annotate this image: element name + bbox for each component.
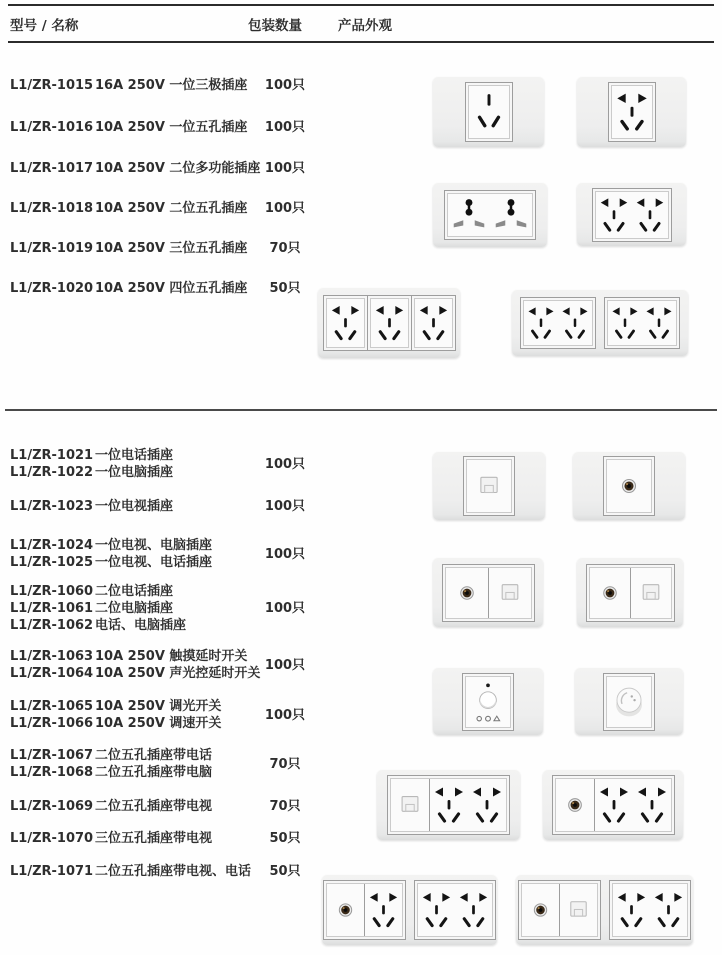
socket-module	[608, 82, 656, 142]
package-quantity-value: 100只	[264, 707, 306, 723]
model-number: L1/ZR-1071	[10, 864, 94, 879]
product-name: 10A 250V 调光开关	[95, 699, 222, 714]
model-number: L1/ZR-1068	[10, 765, 94, 780]
socket-module-inner	[555, 778, 672, 832]
socket-module	[411, 295, 456, 351]
product-name: 二位五孔插座带电视、电话	[95, 864, 252, 879]
model-number: L1/ZR-1065	[10, 699, 94, 714]
package-quantity	[243, 698, 327, 732]
socket-module-strip	[603, 456, 655, 516]
model-number-column	[10, 77, 93, 94]
product-name-column	[95, 863, 251, 880]
package-quantity-value: 70只	[269, 241, 301, 256]
plate-tv-jack-plus-two-5hole	[516, 875, 693, 945]
five-hole-socket-icon	[364, 884, 402, 936]
socket-module-strip	[518, 880, 691, 940]
plate-tv-plus-two-5hole	[543, 770, 683, 840]
plate-jack-plus-two-5hole	[377, 770, 520, 840]
five-hole-socket-icon	[415, 299, 452, 347]
model-number-column	[10, 698, 93, 732]
model-number: L1/ZR-1020	[10, 281, 94, 296]
socket-module-inner	[607, 300, 677, 346]
model-number-column	[10, 447, 93, 481]
product-name: 10A 250V 二位多功能插座	[95, 161, 261, 176]
product-name: 二位电脑插座	[95, 601, 174, 616]
model-number-column	[10, 830, 93, 847]
package-quantity-value: 70只	[269, 756, 301, 772]
socket-module	[444, 190, 536, 240]
top-rule	[8, 4, 714, 6]
plate-tv-socket	[573, 452, 685, 520]
socket-module-inner	[447, 193, 533, 237]
header-rule	[8, 41, 714, 43]
package-quantity	[243, 798, 327, 815]
socket-module-strip	[592, 188, 672, 242]
product-name-column	[95, 447, 173, 481]
plate-tv-plus-jack-socket-2	[577, 558, 683, 627]
socket-module	[603, 673, 655, 731]
section-divider-rule	[5, 409, 717, 411]
model-number: L1/ZR-1069	[10, 799, 94, 814]
socket-module	[367, 295, 412, 351]
touch-switch-icon	[466, 677, 510, 727]
five-hole-socket-icon	[612, 86, 652, 138]
package-quantity	[243, 498, 327, 515]
product-name: 10A 250V 调速开关	[95, 716, 222, 731]
package-quantity-value: 100只	[264, 201, 306, 216]
plate-three-5hole-sockets	[318, 288, 460, 358]
model-number-column	[10, 863, 93, 880]
phone-jack-icon	[391, 779, 429, 831]
five-hole-socket-icon	[608, 301, 642, 345]
socket-module-inner	[390, 778, 507, 832]
product-name: 三位五孔插座带电视	[95, 831, 213, 846]
tv-connector-icon	[607, 460, 651, 512]
product-name: 10A 250V 三位五孔插座	[95, 241, 248, 256]
socket-module-inner	[611, 85, 653, 139]
model-number: L1/ZR-1016	[10, 120, 94, 135]
product-name-column	[95, 583, 186, 634]
tv-connector-icon	[556, 779, 594, 831]
product-name-column	[95, 119, 247, 136]
multifunction-socket-icon	[448, 194, 490, 236]
package-quantity-value: 70只	[269, 799, 301, 814]
product-name-column	[95, 240, 247, 257]
socket-module-inner	[414, 298, 453, 348]
package-quantity	[243, 280, 327, 297]
plate-four-5hole-sockets	[512, 290, 688, 356]
product-name: 一位电视、电话插座	[95, 555, 213, 570]
package-quantity-value: 100只	[264, 120, 306, 135]
socket-module-inner	[445, 567, 532, 619]
plate-dimmer-switch	[575, 668, 683, 735]
tv-connector-icon	[327, 884, 364, 936]
socket-module	[465, 82, 513, 142]
socket-module-inner	[595, 191, 669, 239]
model-number: L1/ZR-1062	[10, 618, 94, 633]
product-name-column	[95, 648, 260, 682]
package-quantity	[243, 447, 327, 481]
model-number-column	[10, 280, 93, 297]
product-name: 10A 250V 触摸延时开关	[95, 649, 248, 664]
model-number-column	[10, 648, 93, 682]
package-quantity	[243, 537, 327, 571]
product-name-column	[95, 200, 247, 217]
product-name: 10A 250V 二位五孔插座	[95, 201, 248, 216]
model-number: L1/ZR-1067	[10, 748, 94, 763]
package-quantity	[243, 119, 327, 136]
model-number: L1/ZR-1022	[10, 465, 94, 480]
package-quantity-value: 50只	[269, 831, 301, 846]
five-hole-socket-icon	[632, 192, 668, 238]
model-number: L1/ZR-1018	[10, 201, 94, 216]
product-name-column	[95, 77, 247, 94]
model-number: L1/ZR-1017	[10, 161, 94, 176]
socket-module-inner	[606, 676, 652, 728]
five-hole-socket-icon	[594, 779, 633, 831]
socket-module-inner	[589, 567, 672, 619]
socket-module	[603, 456, 655, 516]
package-quantity	[243, 160, 327, 177]
product-name: 10A 250V 一位五孔插座	[95, 120, 248, 135]
plate-tv-plus-three-5hole	[322, 875, 497, 945]
model-number: L1/ZR-1023	[10, 499, 94, 514]
five-hole-socket-icon	[633, 779, 671, 831]
model-number: L1/ZR-1025	[10, 555, 94, 570]
product-name: 一位电话插座	[95, 448, 174, 463]
socket-module-strip	[603, 673, 655, 731]
five-hole-socket-icon	[429, 779, 468, 831]
socket-module-inner	[468, 85, 510, 139]
model-number: L1/ZR-1015	[10, 78, 94, 93]
socket-module-inner	[521, 883, 598, 937]
socket-module	[604, 297, 680, 349]
model-number: L1/ZR-1060	[10, 584, 94, 599]
socket-module-strip	[462, 673, 514, 731]
product-name-column	[95, 698, 221, 732]
package-quantity-value: 100只	[264, 546, 306, 562]
socket-module-strip	[387, 775, 510, 835]
package-quantity-value: 100只	[264, 657, 306, 673]
product-name: 10A 250V 声光控延时开关	[95, 666, 261, 681]
socket-module-strip	[444, 190, 536, 240]
column-header-model-name: 型号 / 名称	[10, 18, 79, 34]
model-number-column	[10, 537, 93, 571]
five-hole-socket-icon	[558, 301, 592, 345]
model-number: L1/ZR-1070	[10, 831, 94, 846]
five-hole-socket-icon	[455, 884, 492, 936]
five-hole-socket-icon	[596, 192, 632, 238]
package-quantity-value: 100只	[264, 161, 306, 176]
socket-module-inner	[606, 459, 652, 513]
package-quantity	[243, 200, 327, 217]
socket-module	[462, 673, 514, 731]
product-name-column	[95, 537, 212, 571]
package-quantity-value: 100只	[264, 456, 306, 472]
five-hole-socket-icon	[468, 779, 506, 831]
product-name-column	[95, 280, 247, 297]
model-number-column	[10, 583, 93, 634]
socket-module	[414, 880, 496, 940]
socket-module-inner	[326, 298, 365, 348]
model-number: L1/ZR-1061	[10, 601, 94, 616]
socket-module-inner	[370, 298, 409, 348]
model-number-column	[10, 200, 93, 217]
model-number: L1/ZR-1066	[10, 716, 94, 731]
product-name-column	[95, 798, 212, 815]
package-quantity-value: 50只	[269, 864, 301, 879]
socket-module	[586, 564, 675, 622]
socket-module	[520, 297, 596, 349]
socket-module-strip	[323, 880, 496, 940]
model-number: L1/ZR-1064	[10, 666, 94, 681]
phone-jack-icon	[488, 568, 531, 618]
socket-module	[552, 775, 675, 835]
socket-module-inner	[465, 676, 511, 728]
plate-one-5hole-socket	[577, 77, 686, 147]
socket-module	[323, 295, 368, 351]
socket-module-strip	[323, 295, 456, 351]
package-quantity-value: 100只	[264, 78, 306, 93]
product-name: 二位五孔插座带电话	[95, 748, 213, 763]
socket-module-strip	[608, 82, 656, 142]
phone-jack-icon	[467, 460, 511, 512]
product-name: 一位电视插座	[95, 499, 174, 514]
product-name: 电话、电脑插座	[95, 618, 187, 633]
package-quantity	[243, 240, 327, 257]
package-quantity	[243, 77, 327, 94]
package-quantity	[243, 747, 327, 781]
package-quantity	[243, 583, 327, 634]
product-name: 10A 250V 四位五孔插座	[95, 281, 248, 296]
plate-two-multifunction-sockets	[433, 183, 547, 247]
tv-connector-icon	[522, 884, 559, 936]
socket-module	[463, 456, 515, 516]
model-number: L1/ZR-1019	[10, 241, 94, 256]
column-header-appearance: 产品外观	[338, 18, 392, 34]
socket-module-inner	[466, 459, 512, 513]
socket-module	[442, 564, 535, 622]
package-quantity-value: 100只	[264, 601, 306, 616]
five-hole-socket-icon	[642, 301, 676, 345]
model-number-column	[10, 747, 93, 781]
product-name: 一位电脑插座	[95, 465, 174, 480]
plate-two-5hole-sockets	[577, 183, 686, 246]
package-quantity	[243, 863, 327, 880]
socket-module-inner	[612, 883, 688, 937]
product-name-column	[95, 747, 212, 781]
five-hole-socket-icon	[613, 884, 650, 936]
model-number: L1/ZR-1024	[10, 538, 94, 553]
dimmer-knob-icon	[607, 677, 651, 727]
product-name: 16A 250V 一位三极插座	[95, 78, 248, 93]
socket-module-strip	[552, 775, 675, 835]
socket-module-strip	[465, 82, 513, 142]
phone-jack-icon	[559, 884, 597, 936]
socket-module	[592, 188, 672, 242]
tv-connector-icon	[446, 568, 488, 618]
model-number: L1/ZR-1021	[10, 448, 94, 463]
model-number: L1/ZR-1063	[10, 649, 94, 664]
product-name-column	[95, 830, 212, 847]
socket-module-inner	[326, 883, 403, 937]
product-name-column	[95, 498, 173, 515]
plate-one-3pin-socket	[433, 77, 544, 147]
package-quantity-value: 50只	[269, 281, 301, 296]
package-quantity-value: 100只	[264, 499, 306, 514]
socket-module-strip	[586, 564, 675, 622]
socket-module-inner	[417, 883, 493, 937]
model-number-column	[10, 160, 93, 177]
socket-module-strip	[463, 456, 515, 516]
plate-touch-delay-switch	[433, 668, 543, 735]
five-hole-socket-icon	[524, 301, 558, 345]
model-number-column	[10, 240, 93, 257]
plate-phone-computer-socket	[433, 452, 545, 520]
product-name: 二位五孔插座带电脑	[95, 765, 213, 780]
five-hole-socket-icon	[650, 884, 687, 936]
tv-connector-icon	[590, 568, 630, 618]
socket-module	[518, 880, 601, 940]
column-header-quantity: 包装数量	[248, 18, 302, 34]
five-hole-socket-icon	[371, 299, 408, 347]
package-quantity	[243, 648, 327, 682]
socket-module	[323, 880, 406, 940]
model-number-column	[10, 498, 93, 515]
socket-module	[387, 775, 510, 835]
socket-module-strip	[442, 564, 535, 622]
socket-module	[609, 880, 691, 940]
five-hole-socket-icon	[327, 299, 364, 347]
package-quantity	[243, 830, 327, 847]
three-pin-socket-icon	[469, 86, 509, 138]
model-number-column	[10, 798, 93, 815]
five-hole-socket-icon	[418, 884, 455, 936]
phone-jack-icon	[630, 568, 671, 618]
product-name-column	[95, 160, 260, 177]
socket-module-strip	[520, 297, 680, 349]
socket-module-inner	[523, 300, 593, 346]
plate-tv-plus-jack-socket	[433, 558, 543, 627]
product-name: 一位电视、电脑插座	[95, 538, 213, 553]
product-name: 二位五孔插座带电视	[95, 799, 213, 814]
multifunction-socket-icon	[490, 194, 532, 236]
product-name: 二位电话插座	[95, 584, 174, 599]
model-number-column	[10, 119, 93, 136]
